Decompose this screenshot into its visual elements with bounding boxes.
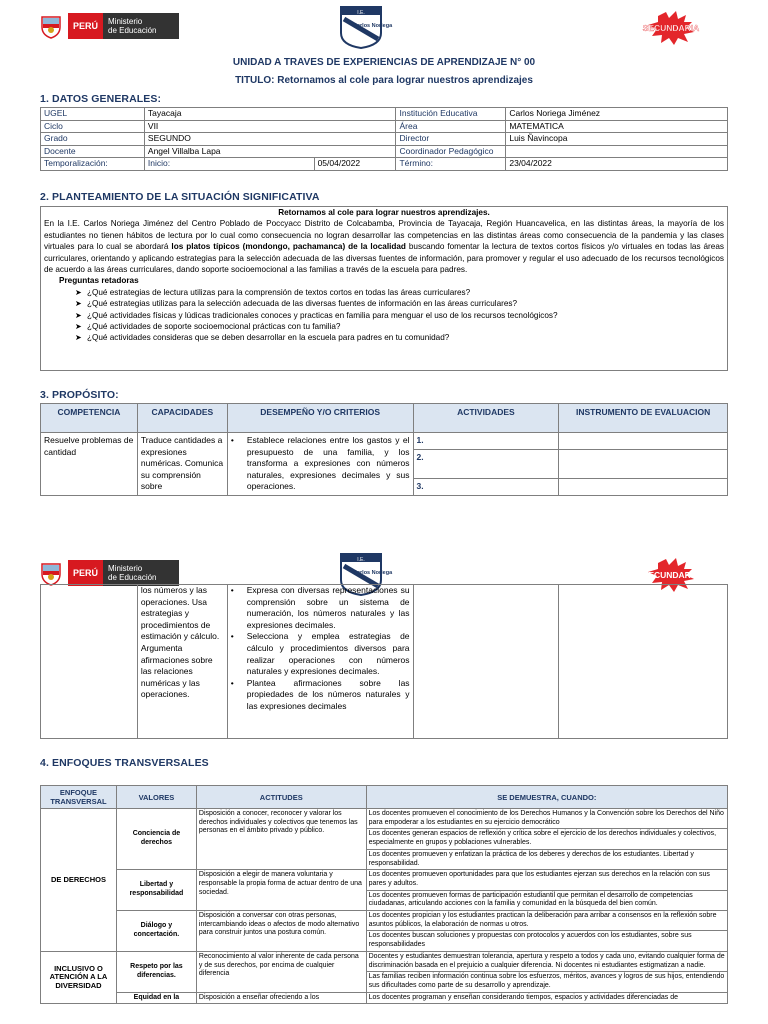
column-header: ACTITUDES xyxy=(196,786,366,809)
situation-box xyxy=(40,206,728,371)
coordinator-label: Coordinador Pedagógico xyxy=(396,145,506,158)
approaches-table xyxy=(40,785,728,1004)
criteria-cell xyxy=(227,433,413,496)
column-header: VALORES xyxy=(116,786,196,809)
general-data-table xyxy=(40,107,728,171)
peru-crest-icon xyxy=(38,13,64,39)
table-row xyxy=(41,585,728,739)
coordinator-value xyxy=(506,145,728,158)
ministry-label: Ministerio de Educación xyxy=(103,560,178,586)
arrow-bullet-icon: ➤ xyxy=(75,299,82,309)
secundaria-logo xyxy=(636,10,706,46)
list-item: • Selecciona y emplea estrategias de cálculo y procedimientos diversos para realizar operaciones con números naturales y expresiones decimales. xyxy=(230,631,410,677)
instrument-cell xyxy=(559,585,728,739)
attitude-cell: Disposición a elegir de manera voluntaria y responsable la propia forma de actuar dentro de una sociedad. xyxy=(196,870,366,911)
activity-cell xyxy=(413,585,559,739)
director-value: Luis Ñavincopa xyxy=(506,133,728,146)
list-item: • Establece relaciones entre los gastos y el presupuesto de una familia, y los transforma a expresiones con números naturales, expresiones decimales y sus operaciones. xyxy=(230,435,410,492)
instrument-cell xyxy=(559,450,728,478)
activity-3: 3. xyxy=(413,478,559,495)
peru-label: PERÚ xyxy=(68,13,103,39)
table-row xyxy=(41,120,728,133)
institution-label: Institución Educativa xyxy=(396,108,506,121)
director-label: Director xyxy=(396,133,506,146)
end-label: Término: xyxy=(396,158,506,171)
end-date: 23/04/2022 xyxy=(506,158,728,171)
evidence-cell: Las familias reciben información continua sobre los esfuerzos, méritos, avances y logros de sus hijos, entendiendo sus dificultades como parte de su desarrollo y aprendizaje. xyxy=(366,972,727,992)
attitude-cell: Disposición a conocer, reconocer y valorar los derechos individuales y colectivos que tenemos las personas en el ámbito privado y público. xyxy=(196,809,366,870)
cycle-label: Ciclo xyxy=(41,120,145,133)
area-value: MATEMATICA xyxy=(506,120,728,133)
section-purpose-title: 3. PROPÓSITO: xyxy=(40,389,119,401)
list-item: ➤ ¿Qué estrategias utilizas para la selección adecuada de las diversas fuentes de información en las áreas curriculares? xyxy=(75,299,518,309)
column-header: ACTIVIDADES xyxy=(413,404,559,433)
ugel-value: Tayacaja xyxy=(144,108,396,121)
section-approaches-title: 4. ENFOQUES TRANSVERSALES xyxy=(40,757,209,769)
table-row xyxy=(41,158,728,171)
list-item: • Expresa con diversas representaciones su comprensión sobre un sistema de numeración, los números naturales y las expresiones decimales. xyxy=(230,585,410,630)
column-header: INSTRUMENTO DE EVALUACION xyxy=(559,404,728,433)
situation-heading: Retornamos al cole para lograr nuestros aprendizajes. xyxy=(278,208,490,217)
section-situation-title: 2. PLANTEAMIENTO DE LA SITUACIÓN SIGNIFICATIVA xyxy=(40,191,320,203)
table-header-row xyxy=(41,404,728,433)
attitude-cell: Reconocimiento al valor inherente de cada persona y de sus derechos, por encima de cualquier diferencia xyxy=(196,951,366,992)
questions-title: Preguntas retadoras xyxy=(59,276,139,286)
list-item: ➤ ¿Qué actividades de soporte socioemocional prácticas con tu familia? xyxy=(75,322,341,332)
column-header: SE DEMUESTRA, CUANDO: xyxy=(366,786,727,809)
table-row xyxy=(41,809,728,829)
start-label: Inicio: xyxy=(144,158,314,171)
value-cell: Libertad y responsabilidad xyxy=(116,870,196,911)
grade-value: SEGUNDO xyxy=(144,133,396,146)
school-crest-icon xyxy=(338,5,393,49)
peru-label: PERÚ xyxy=(68,560,103,586)
evidence-cell: Los docentes promueven y enfatizan la práctica de los deberes y derechos de los estudiantes. Libertad y responsabilidad. xyxy=(366,849,727,869)
svg-text:Carlos Noriega: Carlos Noriega xyxy=(353,570,393,576)
minedu-logo xyxy=(38,560,179,586)
ugel-label: UGEL xyxy=(41,108,145,121)
arrow-bullet-icon: ➤ xyxy=(75,333,82,343)
table-row xyxy=(41,133,728,146)
evidence-cell: Los docentes promueven formas de participación estudiantil que permitan el desarrollo de competencias ciudadanas, articulando acciones con la familia y comunidad en la búsqueda del bien común. xyxy=(366,890,727,910)
purpose-table xyxy=(40,403,728,496)
teacher-value: Angel Villalba Lapa xyxy=(144,145,396,158)
evidence-cell: Docentes y estudiantes demuestran tolerancia, apertura y respeto a todos y cada uno, evitando cualquier forma de discriminación basada en el prejuicio a cualquier diferencia. Ni docentes ni estudiantes estigmatizan a nadie. xyxy=(366,951,727,971)
grade-label: Grado xyxy=(41,133,145,146)
evidence-cell: Los docentes propician y los estudiantes practican la deliberación para arribar a consensos en la reflexión sobre asuntos públicos, la elaboración de normas u otros. xyxy=(366,911,727,931)
column-header: COMPETENCIA xyxy=(41,404,138,433)
arrow-bullet-icon: ➤ xyxy=(75,310,82,320)
list-item: ➤ ¿Qué actividades físicas y lúdicas tradicionales conoces y practicas en familia para menguar el uso de los recursos tecnológicos? xyxy=(75,310,558,320)
instrument-cell xyxy=(559,478,728,495)
arrow-bullet-icon: ➤ xyxy=(75,322,82,332)
activity-1: 1. xyxy=(413,433,559,450)
page-header xyxy=(0,0,768,50)
table-row xyxy=(41,433,728,450)
area-label: Área xyxy=(396,120,506,133)
svg-text:SECUNDARIA: SECUNDARIA xyxy=(642,570,700,580)
evidence-cell: Los docentes buscan soluciones y propuestas con protocolos y acuerdos con los estudiantes, sobre sus responsabilidades xyxy=(366,931,727,951)
instrument-cell xyxy=(559,433,728,450)
arrow-bullet-icon: ➤ xyxy=(75,287,82,297)
table-row xyxy=(41,992,728,1004)
list-item: • Plantea afirmaciones sobre las propiedades de los números naturales y las expresiones decimales xyxy=(230,677,410,711)
table-header-row xyxy=(41,786,728,809)
capacities-cell: los números y las operaciones. Usa estrategias y procedimientos de estimación y cálculo. Argumenta afirmaciones sobre las relaciones numéricas y las operaciones. xyxy=(137,585,227,739)
svg-text:I.E.: I.E. xyxy=(357,557,365,563)
questions-list xyxy=(41,287,727,344)
value-cell: Respeto por las diferencias. xyxy=(116,951,196,992)
activity-2: 2. xyxy=(413,450,559,478)
evidence-cell: Los docentes promueven oportunidades para que los estudiantes ejerzan sus derechos en la relación con sus pares y adultos. xyxy=(366,870,727,890)
situation-text: En la I.E. Carlos Noriega Jiménez del Centro Poblado de Poccyacc Distrito de Colcabamba, Provincia de Tayacaja, Región Huancavelica, en las distintas áreas, la mayoría de los estudiantes no tienen hábitos de lectura por lo cual como consecuencia no logran desarrollar las competencias en las distintas áreas como consecuencia de la pandemia y las clases virtuales para lo cual se abordará los platos típicos (mondongo, pachamanca) de la localidad buscando fomentar la lectura de textos cortos físicos y/o virtuales en todas las áreas curriculares, orientando y aplicando estrategias para la selección adecuada de las diversas fuentes de información, para promover y regular el uso adecuado de los recursos tecnológicos de acuerdo a las áreas curriculares, dando soporte socioemocional a las familias a través de la escuela para padres. xyxy=(44,219,724,275)
svg-text:SECUNDARIA: SECUNDARIA xyxy=(642,23,700,33)
table-row xyxy=(41,108,728,121)
timing-label: Temporalización: xyxy=(41,158,145,171)
section-general-data-title: 1. DATOS GENERALES: xyxy=(40,93,162,105)
minedu-logo xyxy=(38,13,179,39)
capacities-cell: Traduce cantidades a expresiones numéricas. Comunica su comprensión sobre xyxy=(137,433,227,496)
approach-rights: DE DERECHOS xyxy=(41,809,117,952)
value-cell: Diálogo y concertación. xyxy=(116,911,196,952)
start-date: 05/04/2022 xyxy=(314,158,396,171)
table-row xyxy=(41,145,728,158)
purpose-table-continued xyxy=(40,584,728,739)
competence-cell xyxy=(41,585,138,739)
evidence-cell: Los docentes promueven el conocimiento de los Derechos Humanos y la Convención sobre los Derechos del Niño para empoderar a los estudiantes en su ejercicio democrático xyxy=(366,809,727,829)
svg-text:Carlos Noriega: Carlos Noriega xyxy=(353,23,393,29)
value-cell: Conciencia de derechos xyxy=(116,809,196,870)
table-row xyxy=(41,911,728,931)
institution-value: Carlos Noriega Jiménez xyxy=(506,108,728,121)
ministry-label: Ministerio de Educación xyxy=(103,13,178,39)
table-row xyxy=(41,951,728,971)
list-item: ➤ ¿Qué actividades consideras que se deben desarrollar en la escuela para padres en tu comunidad? xyxy=(75,333,450,343)
cycle-value: VII xyxy=(144,120,396,133)
svg-text:I.E.: I.E. xyxy=(357,10,365,16)
attitude-cell: Disposición a enseñar ofreciendo a los xyxy=(196,992,366,1004)
attitude-cell: Disposición a conversar con otras personas, intercambiando ideas o afectos de modo alternativo para construir juntos una postura común. xyxy=(196,911,366,952)
evidence-cell: Los docentes programan y enseñan considerando tiempos, espacios y actividades diferenciadas de xyxy=(366,992,727,1004)
peru-crest-icon xyxy=(38,560,64,586)
value-cell: Equidad en la xyxy=(116,992,196,1004)
column-header: ENFOQUE TRANSVERSAL xyxy=(41,786,117,809)
criteria-cell xyxy=(227,585,413,739)
competence-cell: Resuelve problemas de cantidad xyxy=(41,433,138,496)
column-header: CAPACIDADES xyxy=(137,404,227,433)
list-item: ➤ ¿Qué estrategias de lectura utilizas para la comprensión de textos cortos en todas las áreas curriculares? xyxy=(75,287,471,297)
approach-inclusive: INCLUSIVO O ATENCIÓN A LA DIVERSIDAD xyxy=(41,951,117,1004)
column-header: DESEMPEÑO Y/O CRITERIOS xyxy=(227,404,413,433)
teacher-label: Docente xyxy=(41,145,145,158)
document-title: UNIDAD A TRAVES DE EXPERIENCIAS DE APRENDIZAJE N° 00 xyxy=(232,57,536,68)
table-row xyxy=(41,870,728,890)
document-subtitle: TITULO: Retornamos al cole para lograr nuestros aprendizajes xyxy=(235,75,533,86)
evidence-cell: Los docentes generan espacios de reflexión y crítica sobre el ejercicio de los derechos individuales y colectivos, especialmente en grupos y poblaciones vulnerables. xyxy=(366,829,727,849)
